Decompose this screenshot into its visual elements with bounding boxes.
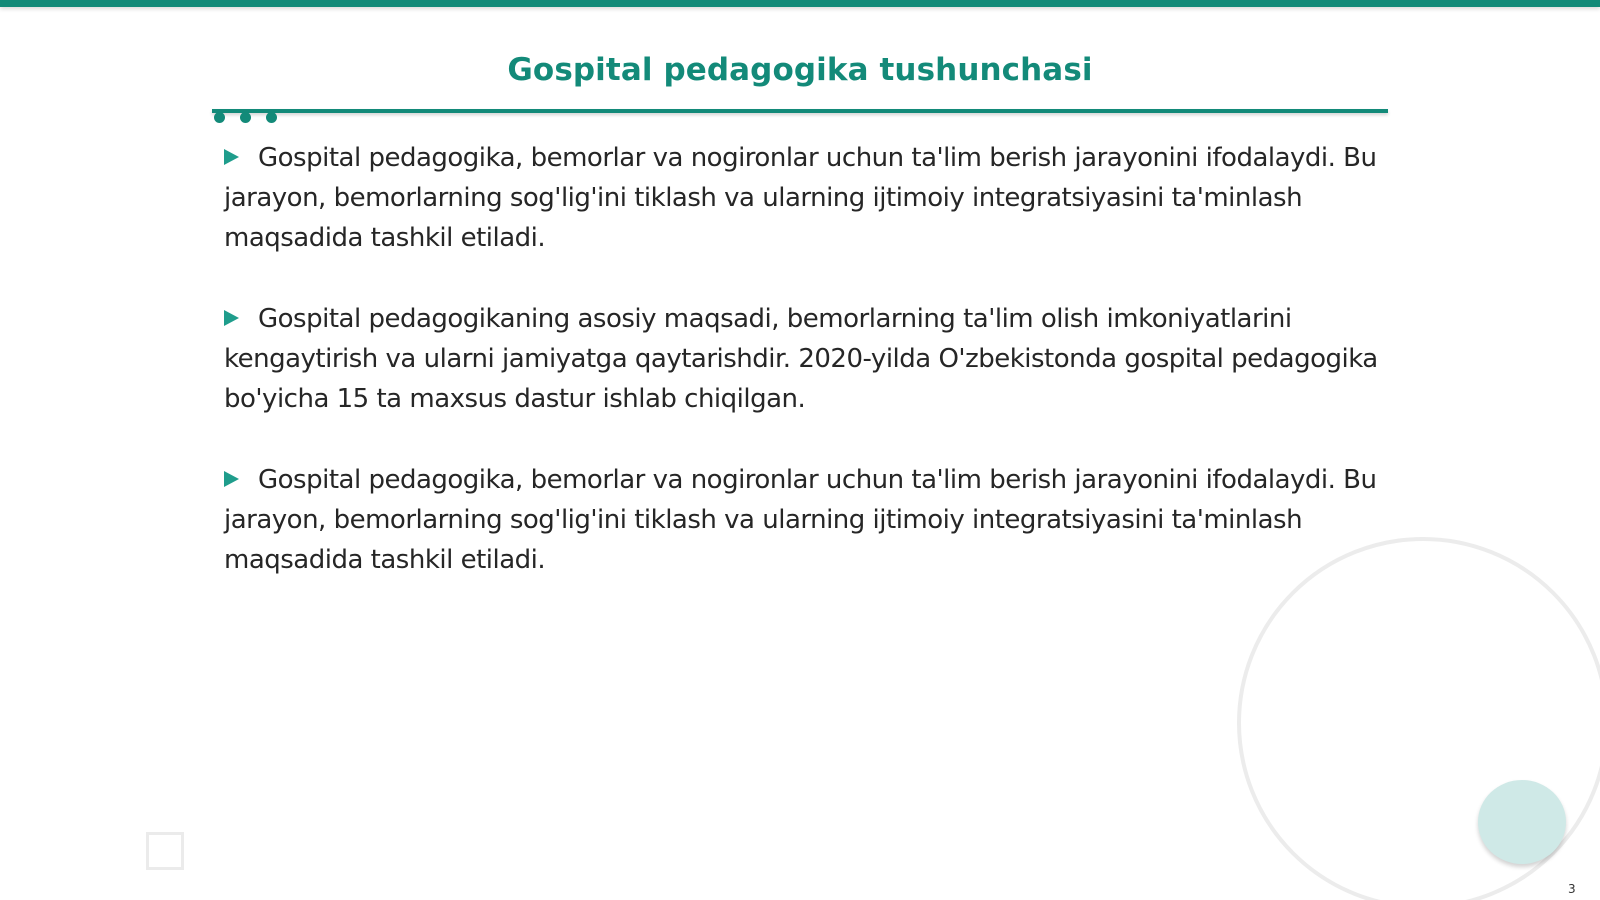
bullet-item: [224, 138, 1384, 258]
bullet-list: [224, 138, 1384, 621]
bullet-item: [224, 460, 1384, 580]
triangle-right-icon: [224, 149, 239, 165]
title-underline: [212, 109, 1388, 113]
bullet-text: Gospital pedagogikaning asosiy maqsadi, bemorlarning ta'lim olish imkoniyatlarini kengaytirish va ularni jamiyatga qaytarishdir. 2020-yilda O'zbekistonda gospital pedagogika bo'yicha 15 ta maxsus dastur ishlab chiqilgan.: [224, 304, 1378, 414]
decor-dot: [266, 112, 277, 123]
bullet-item: [224, 299, 1384, 419]
bullet-text: Gospital pedagogika, bemorlar va nogironlar uchun ta'lim berish jarayonini ifodalaydi. Bu jarayon, bemorlarning sog'lig'ini tiklash va ularning ijtimoiy integratsiyasini ta'minlash maqsadida tashkil etiladi.: [224, 143, 1377, 253]
decor-square: [146, 832, 184, 870]
triangle-right-icon: [224, 471, 239, 487]
bullet-text: Gospital pedagogika, bemorlar va nogironlar uchun ta'lim berish jarayonini ifodalaydi. Bu jarayon, bemorlarning sog'lig'ini tiklash va ularning ijtimoiy integratsiyasini ta'minlash maqsadida tashkil etiladi.: [224, 465, 1377, 575]
decor-dot: [214, 112, 225, 123]
decor-dot: [240, 112, 251, 123]
top-accent-bar: [0, 0, 1600, 7]
slide-title: Gospital pedagogika tushunchasi: [507, 52, 1093, 88]
page-number: 3: [1568, 882, 1576, 896]
decor-circle: [1478, 780, 1566, 864]
triangle-right-icon: [224, 310, 239, 326]
